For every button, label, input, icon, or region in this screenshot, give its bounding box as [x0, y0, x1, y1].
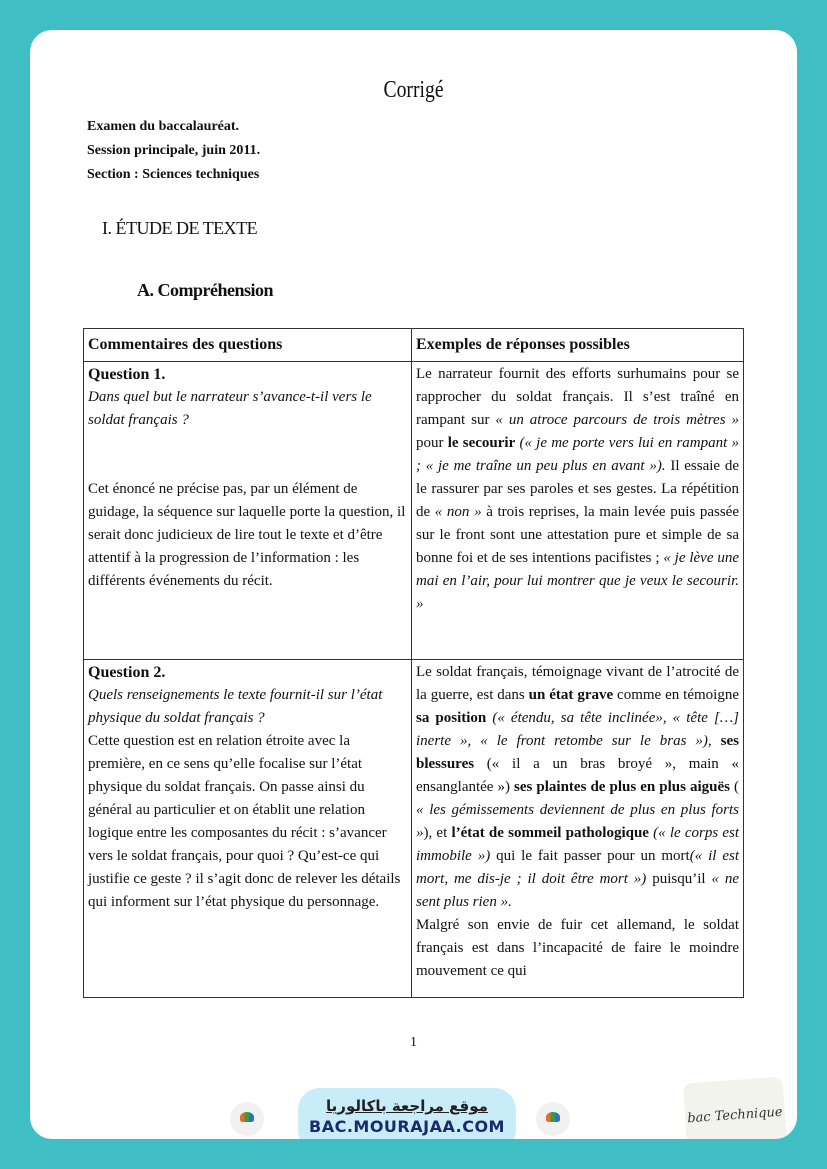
- table-row: [84, 660, 744, 998]
- exam-line-1: Examen du baccalauréat.: [87, 119, 240, 134]
- page-number: 1: [410, 1035, 417, 1050]
- q2-answer-text: ,: [707, 733, 721, 749]
- site-logo-icon: [230, 1102, 264, 1136]
- q2-answer-bold: sa position: [416, 710, 487, 726]
- q2-question: Quels renseignements le texte fournit-il sur l’état physique du soldat français ?: [88, 687, 383, 726]
- q2-answer-bold: l’état de sommeil pathologique: [451, 825, 649, 841]
- q1-answer-text: pour: [416, 435, 448, 451]
- site-badge-link[interactable]: [298, 1088, 516, 1139]
- q2-answer-text: (: [729, 779, 739, 795]
- q1-answer-quote: « je lève une mai en l’air, pour lui montrer que je veux le secourir. »: [416, 550, 739, 612]
- q2-answer-bold: ses plaintes de plus en plus aiguës: [514, 779, 730, 795]
- q2-answer-text: Le soldat français, témoignage vivant de l’atrocité de la guerre, est dans: [416, 664, 739, 703]
- q1-answer-quote: « un atroce parcours de trois mètres »: [495, 412, 739, 428]
- q2-answer-text: ), et: [423, 825, 452, 841]
- q2-answer-quote: (« il est mort, me dis-je ; il doit être mort »): [416, 848, 740, 887]
- q2-answer-quote: « les gémissements deviennent de plus en plus forts »: [416, 802, 739, 841]
- site-logo-icon: [536, 1102, 570, 1136]
- q1-answer-text: à trois reprises, la main levée puis passée sur le front sont une attestation pure et simple de sa bonne foi et de ses intentions pacifistes ;: [416, 504, 739, 566]
- q1-answer-text: Le narrateur fournit des efforts surhumains pour se rapprocher du soldat français. Il s’est traîné en rampant sur: [416, 366, 739, 428]
- q2-answer-cell: [412, 660, 744, 998]
- q1-answer-cell: [412, 362, 744, 660]
- header-comments: Commentaires des questions: [84, 329, 412, 362]
- site-url: BAC.MOURAJAA.COM: [309, 1117, 505, 1136]
- section-heading-i: I. ÉTUDE DE TEXTE: [102, 218, 258, 238]
- site-name-arabic: موقع مراجعة باكالوريا: [326, 1097, 488, 1115]
- table-header-row: [84, 329, 744, 362]
- bac-technique-badge: bac Technique: [683, 1077, 788, 1139]
- q1-comment-cell: [84, 362, 412, 660]
- q2-answer-text: comme en témoigne: [613, 687, 739, 703]
- q1-answer-quote: « non »: [434, 504, 482, 520]
- q2-comment: Cette question est en relation étroite avec la première, en ce sens qu’elle focalise sur l’état physique du soldat français. On passe ainsi du général au particulier et on établit une relation logique entre les composantes du récit : s’avancer vers le soldat français, pour quoi ? Qu’est-ce qui justifie ce geste ? il s’agit donc de relever les détails qui informent sur l’état physique du personnage.: [88, 733, 401, 910]
- q2-answer-text: Malgré son envie de fuir cet allemand, le soldat français est dans l’incapacité de faire le moindre mouvement ce qui: [416, 917, 739, 979]
- q1-answer-text: Il essaie de le rassurer par ses paroles et ses gestes. La répétition de: [416, 458, 739, 520]
- q2-answer-bold: ses blessures: [416, 733, 739, 772]
- q2-answer-text: puisqu’il: [646, 871, 712, 887]
- table-row: [84, 362, 744, 660]
- q2-answer-text: qui le fait passer pour un mort: [490, 848, 690, 864]
- q2-title: Question 2.: [88, 664, 166, 681]
- exam-line-3: Section : Sciences techniques: [87, 167, 260, 182]
- q1-question: Dans quel but le narrateur s’avance-t-il vers le soldat français ?: [88, 389, 372, 428]
- document-page: [30, 30, 797, 1139]
- q1-comment: Cet énoncé ne précise pas, par un élément de guidage, la séquence sur laquelle porte la question, il serait donc judicieux de lire tout le texte et d’être attentif à la progression de l’information : les différents événements du récit.: [88, 481, 406, 589]
- q1-title: Question 1.: [88, 366, 166, 383]
- q2-answer-text: (« il a un bras broyé », main « ensanglantée »): [416, 756, 739, 795]
- page-title: Corrigé: [383, 77, 444, 103]
- section-heading-a: A. Compréhension: [137, 280, 274, 300]
- q2-answer-quote: (« le corps est immobile »): [416, 825, 739, 864]
- qa-table: [83, 328, 744, 998]
- header-answers: Exemples de réponses possibles: [412, 329, 744, 362]
- q2-answer-quote: « ne sent plus rien ».: [416, 871, 739, 910]
- exam-line-2: Session principale, juin 2011.: [87, 143, 261, 158]
- q2-answer-quote: (« étendu, sa tête inclinée», « tête […] inerte », « le front retombe sur le bras »): [416, 710, 739, 749]
- q1-answer-quote: (« je me porte vers lui en rampant » ; « je me traîne un peu plus en avant »).: [416, 435, 739, 474]
- q2-answer-bold: un état grave: [528, 687, 614, 703]
- q2-comment-cell: [84, 660, 412, 998]
- q1-answer-bold: le secourir: [447, 435, 516, 451]
- exam-info: [87, 115, 260, 187]
